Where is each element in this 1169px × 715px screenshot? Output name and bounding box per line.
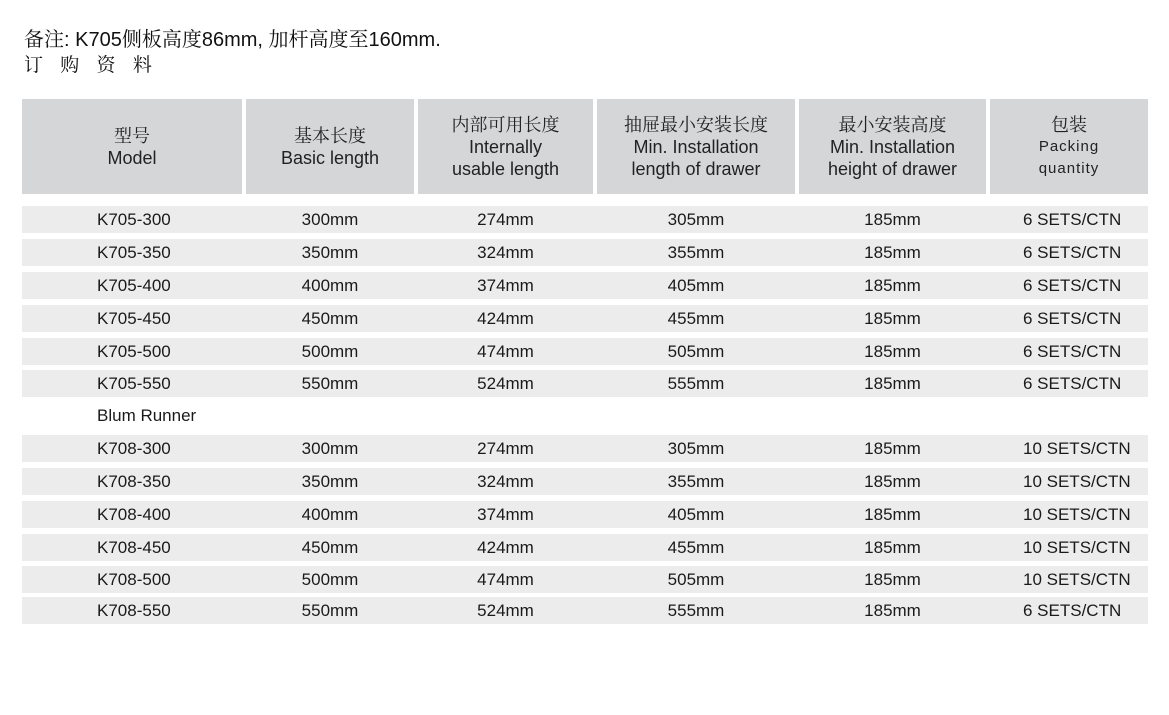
cell-basic-length: 450mm [301,309,359,328]
cell-min-height: 185mm [864,309,921,328]
cell-min-height: 185mm [864,243,921,262]
header-packing-zh: 包装 [1051,114,1087,135]
cell-min-height: 185mm [864,342,921,361]
cell-basic-length: 350mm [301,472,359,491]
cell-model: K708-450 [97,538,171,557]
table-row [22,534,1148,561]
header-min-install-length-en1: Min. Installation [633,136,759,157]
cell-packing: 6 SETS/CTN [1023,210,1122,229]
cell-model: K705-450 [97,309,171,328]
cell-basic-length: 300mm [301,210,359,229]
table-row [22,272,1148,299]
cell-min-length: 455mm [667,309,725,328]
cell-model: K705-550 [97,374,171,393]
cell-min-length: 405mm [667,505,725,524]
cell-model: K708-500 [97,570,171,589]
header-internal-length-en2: usable length [451,158,560,179]
cell-internal-length: 374mm [477,276,534,295]
cell-min-height: 185mm [864,439,921,458]
cell-model: K705-400 [97,276,171,295]
cell-model: K708-400 [97,505,171,524]
cell-min-length: 505mm [667,570,725,589]
cell-min-length: 355mm [667,243,725,262]
cell-min-height: 185mm [864,374,921,393]
cell-packing: 6 SETS/CTN [1023,243,1122,262]
cell-basic-length: 300mm [301,439,359,458]
cell-min-height: 185mm [864,276,921,295]
cell-min-length: 555mm [667,374,725,393]
cell-min-height: 185mm [864,505,921,524]
cell-min-length: 355mm [667,472,725,491]
cell-packing: 6 SETS/CTN [1023,309,1122,328]
table-row [22,597,1148,624]
group-label: Blum Runner [97,406,197,425]
table-row [22,501,1148,528]
cell-packing: 10 SETS/CTN [1023,505,1131,524]
table-row [22,566,1148,593]
cell-min-height: 185mm [864,472,921,491]
header-basic-length [246,99,414,194]
cell-basic-length: 400mm [301,276,359,295]
cell-min-length: 505mm [667,342,725,361]
table-row [22,239,1148,266]
header-basic-length-en: Basic length [280,147,380,168]
cell-packing: 6 SETS/CTN [1023,342,1122,361]
cell-min-length: 455mm [667,538,725,557]
header-internal-length-zh: 内部可用长度 [451,114,560,135]
header-model [22,99,242,194]
cell-basic-length: 350mm [301,243,359,262]
cell-internal-length: 424mm [477,309,534,328]
cell-packing: 10 SETS/CTN [1023,538,1131,557]
header-min-install-length-zh: 抽屉最小安装长度 [624,114,768,135]
cell-model: K708-350 [97,472,171,491]
header-min-install-height-zh: 最小安装高度 [838,114,947,135]
cell-model: K705-350 [97,243,171,262]
cell-min-length: 405mm [667,276,725,295]
cell-basic-length: 450mm [301,538,359,557]
cell-packing: 6 SETS/CTN [1023,374,1122,393]
cell-internal-length: 524mm [477,374,534,393]
cell-min-length: 305mm [667,439,725,458]
cell-min-height: 185mm [864,538,921,557]
cell-internal-length: 524mm [477,601,534,620]
header-min-install-height [799,99,986,194]
cell-model: K705-500 [97,342,171,361]
cell-basic-length: 500mm [301,342,359,361]
cell-packing: 10 SETS/CTN [1023,570,1131,589]
cell-basic-length: 550mm [301,374,359,393]
cell-basic-length: 500mm [301,570,359,589]
header-basic-length-zh: 基本长度 [294,125,366,146]
cell-model: K705-300 [97,210,171,229]
header-min-install-length [597,99,795,194]
table-header [22,99,1148,194]
cell-internal-length: 374mm [477,505,534,524]
order-title: 订 购 资 料 [24,55,158,76]
cell-internal-length: 274mm [477,439,534,458]
table-row [22,338,1148,365]
header-model-en: Model [107,147,157,168]
cell-internal-length: 474mm [477,570,534,589]
header-model-zh: 型号 [114,125,150,146]
table-row [22,206,1148,233]
cell-basic-length: 550mm [301,601,359,620]
cell-packing: 10 SETS/CTN [1023,472,1131,491]
header-packing [990,99,1148,194]
cell-basic-length: 400mm [301,505,359,524]
table-row [22,468,1148,495]
group-row [22,402,1148,429]
cell-internal-length: 474mm [477,342,534,361]
cell-packing: 6 SETS/CTN [1023,276,1122,295]
note-text: 备注: K705侧板高度86mm, 加杆高度至160mm. [24,29,441,51]
cell-internal-length: 324mm [477,243,534,262]
table-row [22,370,1148,397]
cell-internal-length: 424mm [477,538,534,557]
cell-packing: 6 SETS/CTN [1023,601,1122,620]
cell-min-height: 185mm [864,601,921,620]
header-packing-en2: quantity [1038,159,1100,177]
header-internal-length-en1: Internally [468,136,543,157]
header-internal-length [418,99,593,194]
cell-min-height: 185mm [864,570,921,589]
table-row [22,305,1148,332]
cell-min-height: 185mm [864,210,921,229]
cell-min-length: 305mm [667,210,725,229]
header-min-install-length-en2: length of drawer [631,158,761,179]
header-min-install-height-en2: height of drawer [827,158,958,179]
table-row [22,435,1148,462]
cell-internal-length: 324mm [477,472,534,491]
header-min-install-height-en1: Min. Installation [829,136,956,157]
cell-model: K708-550 [97,601,171,620]
cell-min-length: 555mm [667,601,725,620]
header-packing-en1: Packing [1038,137,1100,155]
cell-packing: 10 SETS/CTN [1023,439,1131,458]
cell-internal-length: 274mm [477,210,534,229]
cell-model: K708-300 [97,439,171,458]
